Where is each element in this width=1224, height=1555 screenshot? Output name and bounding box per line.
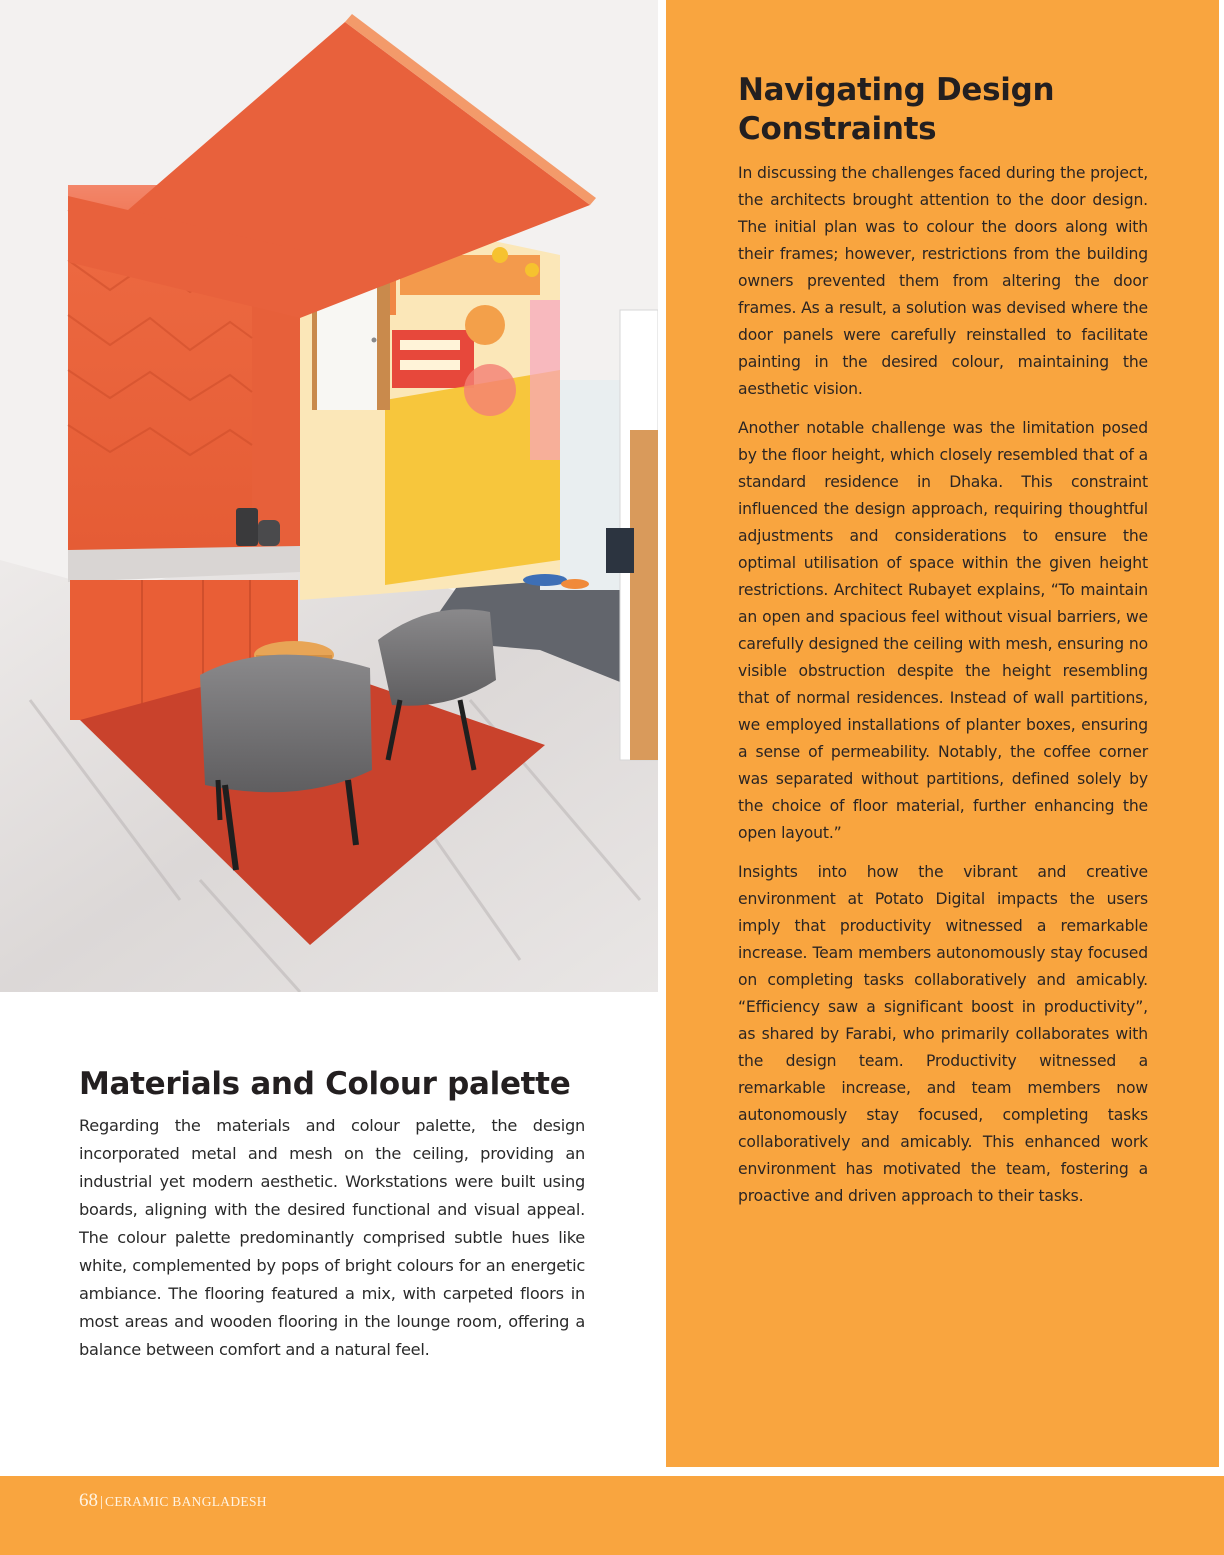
sidebar-paragraph: Insights into how the vibrant and creative environment at Potato Digital impacts the users imply that productivity witnessed a remarkable increase. Team members autonomously stay focused on completing tasks collaboratively and amicably. “Efficiency saw a significant boost in productivity”, as shared by Farabi, who primarily collaborates with the design team. Productivity witnessed a remarkable increase, and team members now autonomously stay focused, completing tasks collaboratively and amicably. This enhanced work environment has motivated the team, fostering a proactive and driven approach to their tasks. (738, 863, 1148, 1205)
sidebar-heading: Navigating Design Constraints (738, 72, 1055, 147)
page-number: 68 (79, 1490, 98, 1511)
main-paragraph: Regarding the materials and colour palette, the design incorporated metal and mesh on the ceiling, providing an industrial yet modern aesthetic. Workstations were built using boards, aligning with the desired functional and visual appeal. The colour palette predominantly comprised subtle hues like white, complemented by pops of bright colours for an energetic ambiance. The flooring featured a mix, with carpeted floors in most areas and wooden flooring in the lounge room, offering a balance between comfort and a natural feel. (79, 1116, 585, 1359)
folio (79, 1490, 267, 1512)
sidebar-paragraph: In discussing the challenges faced during the project, the architects brought attention to the door design. The initial plan was to colour the doors along with their frames; however, restrictions from the building owners prevented them from altering the door frames. As a result, a solution was devised where the door panels were carefully reinstalled to facilitate painting in the desired colour, maintaining the aesthetic vision. (738, 164, 1148, 398)
main-column (79, 1064, 585, 1364)
sidebar-content (738, 71, 1148, 1210)
magazine-name: CERAMIC BANGLADESH (105, 1494, 267, 1509)
interior-photo (0, 0, 658, 992)
coffee-machine (236, 508, 258, 546)
folio-separator: | (100, 1494, 104, 1510)
sidebar-panel (666, 0, 1219, 1467)
main-heading: Materials and Colour palette (79, 1066, 571, 1102)
coffee-corner-illustration (0, 0, 658, 992)
armchair-front (200, 655, 372, 793)
sidebar-paragraph: Another notable challenge was the limitation posed by the floor height, which closely resembled that of a standard residence in Dhaka. This constraint influenced the design approach, requiring thoughtful adjustments and considerations to ensure the optimal utilisation of space within the given height restrictions. Architect Rubayet explains, “To maintain an open and spacious feel without visual barriers, we carefully designed the ceiling with mesh, ensuring no visible obstruction despite the height resembling that of normal residences. Instead of wall partitions, we employed installations of planter boxes, ensuring a sense of permeability. Notably, the coffee corner was separated without partitions, defined solely by the choice of floor material, further enhancing the open layout.” (738, 419, 1148, 842)
page-footer (0, 1476, 1224, 1555)
